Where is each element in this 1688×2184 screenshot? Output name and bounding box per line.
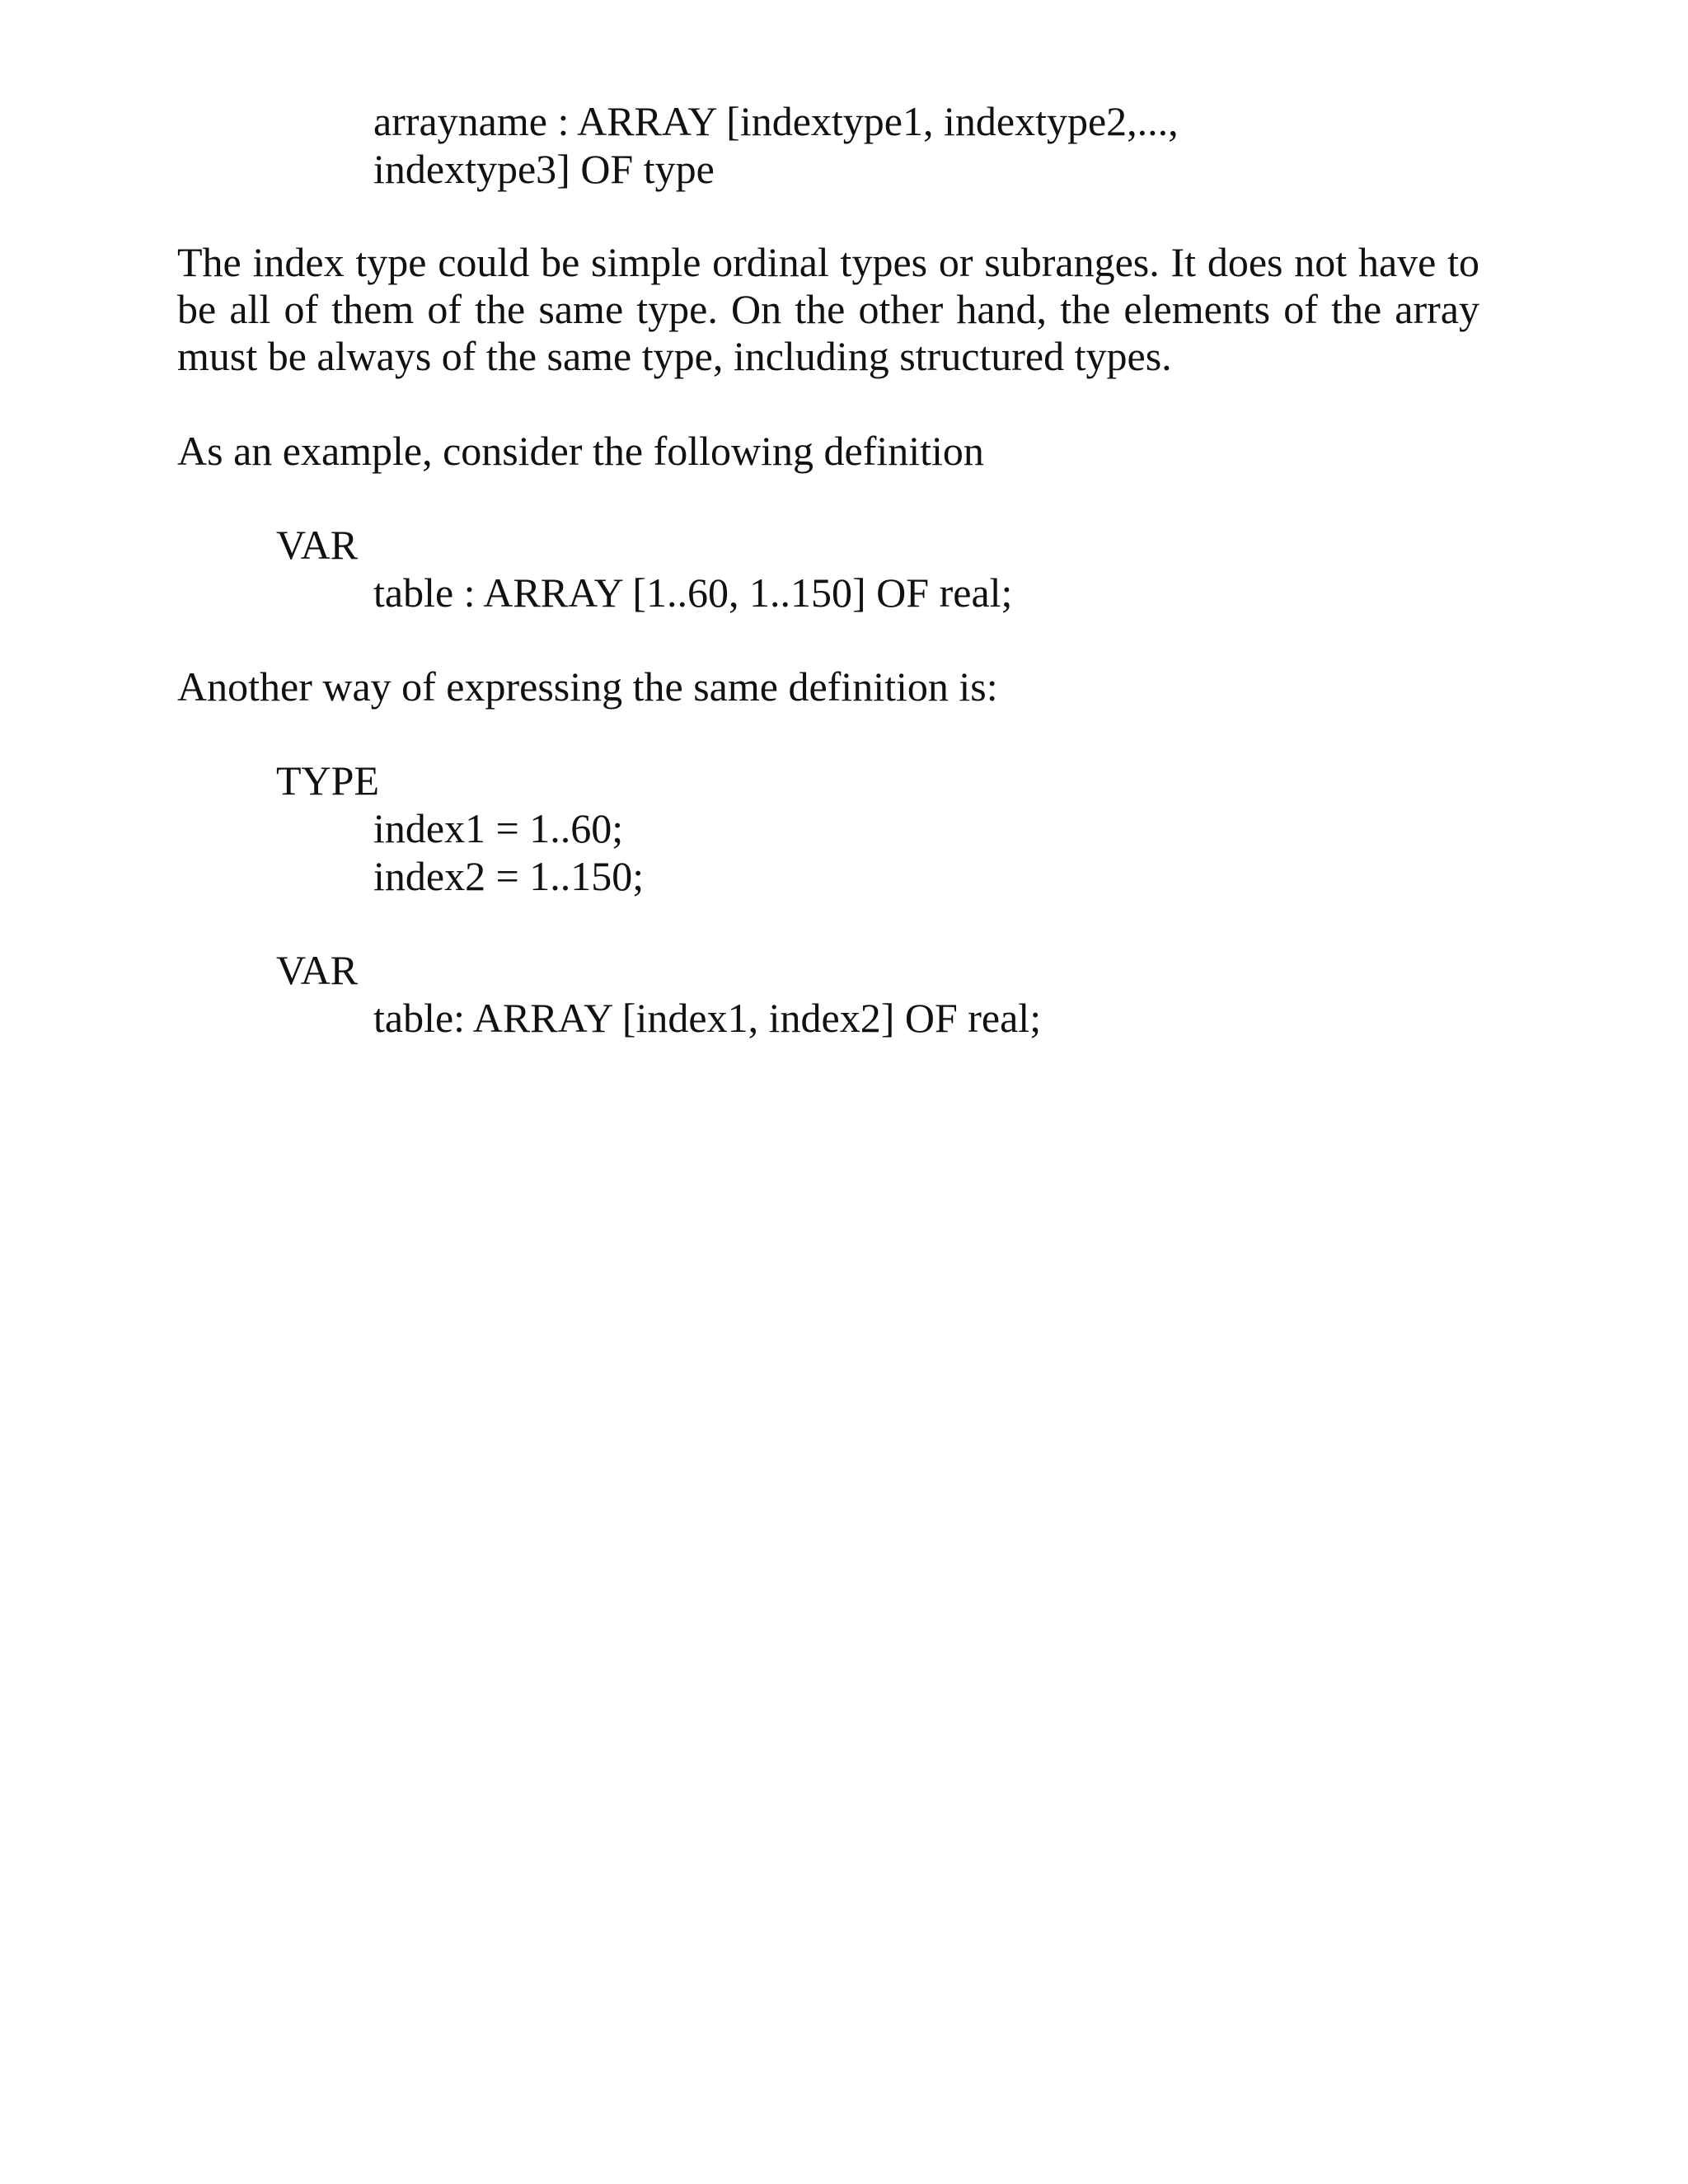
table-declaration-2: table: ARRAY [index1, index2] OF real; <box>373 995 1042 1041</box>
syntax-line-2: indextype3] OF type <box>373 146 715 192</box>
paragraph-line: be all of them of the same type. On the other hand, the elements of the array <box>177 286 1479 332</box>
paragraph-index-types <box>177 239 1479 380</box>
syntax-line-1: arrayname : ARRAY [indextype1, indextype2,..., <box>373 98 1179 144</box>
type-keyword: TYPE <box>276 757 379 804</box>
table-declaration: table : ARRAY [1..60, 1..150] OF real; <box>373 569 1013 616</box>
type-index2-line: index2 = 1..150; <box>373 853 645 899</box>
paragraph-line: The index type could be simple ordinal types or subranges. It does not have to <box>177 239 1479 285</box>
paragraph-line: must be always of the same type, including structured types. <box>177 333 1172 379</box>
paragraph-example-intro: As an example, consider the following definition <box>177 428 984 474</box>
type-index1-line: index1 = 1..60; <box>373 805 624 851</box>
var-keyword: VAR <box>276 522 359 568</box>
paragraph-alternative-intro: Another way of expressing the same definition is: <box>177 663 998 710</box>
var-keyword-2: VAR <box>276 947 359 993</box>
